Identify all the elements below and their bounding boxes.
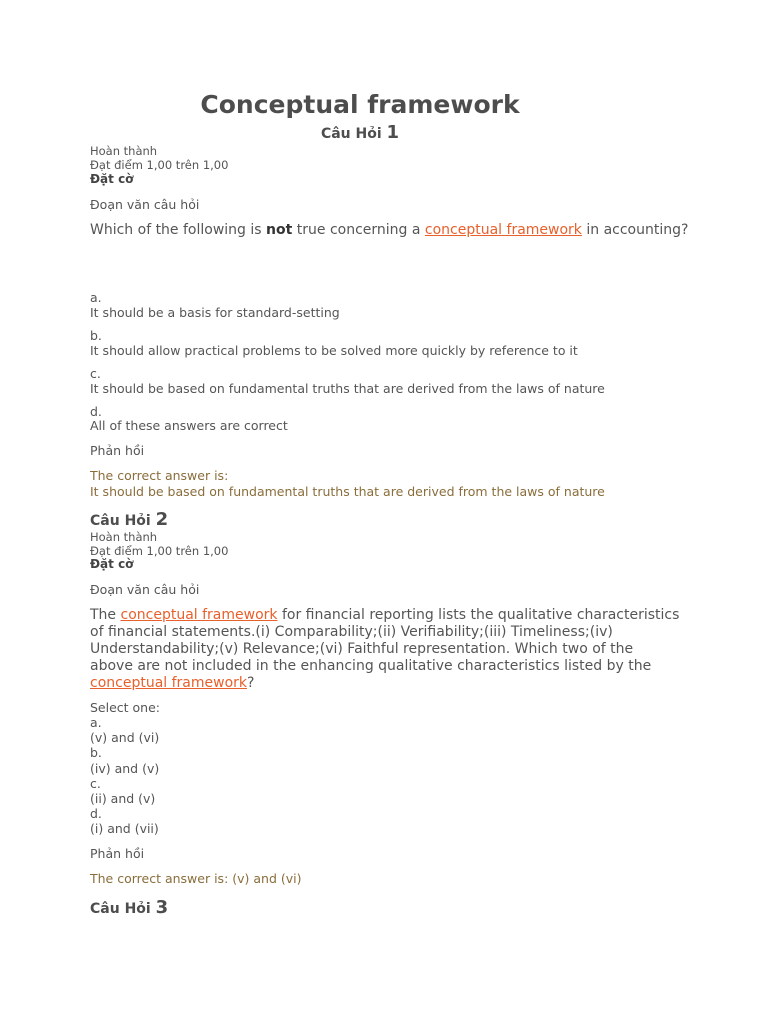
question-1-score: Đạt điểm 1,00 trên 1,00 [90, 158, 229, 172]
question-2-correct-answer: The correct answer is: (v) and (vi) [90, 871, 302, 886]
question-1-correct-label: The correct answer is: [90, 468, 229, 483]
question-text-part: for financial reporting lists the qualitative characteristics of financial statements.(i) Comparability;(ii) Verifiability;(iii) Timeliness;(iv) Understandability;(v) Relevance;(vi) Faithful representation. Which two of the above are not included in the enhancing qualitative characteristics listed by the [90, 607, 680, 674]
question-text-part: ? [247, 675, 255, 691]
question-2-feedback-label: Phản hồi [90, 846, 145, 861]
question-number: 1 [386, 122, 400, 143]
glossary-link[interactable]: conceptual framework [424, 222, 582, 238]
option-text[interactable]: (iv) and (v) [90, 761, 160, 776]
select-one-label: Select one: [90, 700, 161, 715]
option-letter: a. [90, 290, 102, 305]
question-text-part: Which of the following is [90, 222, 267, 238]
question-2-header [90, 509, 168, 530]
page-title: Conceptual framework [200, 90, 520, 119]
question-text-part: true concerning a [292, 222, 425, 238]
question-label: Câu Hỏi [90, 901, 151, 917]
question-2-text [90, 607, 680, 692]
question-1-status: Hoàn thành [90, 144, 158, 158]
question-1-correct-answer: It should be based on fundamental truths that are derived from the laws of nature [90, 484, 605, 499]
option-letter: b. [90, 745, 102, 760]
option-text[interactable]: It should allow practical problems to be solved more quickly by reference to it [90, 343, 578, 358]
question-1-header [0, 122, 720, 143]
glossary-link[interactable]: conceptual framework [90, 675, 248, 691]
glossary-link[interactable]: conceptual framework [120, 607, 278, 623]
question-2-score: Đạt điểm 1,00 trên 1,00 [90, 544, 229, 558]
option-text[interactable]: It should be based on fundamental truths that are derived from the laws of nature [90, 381, 605, 396]
question-2-status: Hoàn thành [90, 530, 158, 544]
question-3-header [90, 897, 168, 918]
question-text-part: The [90, 607, 121, 623]
option-text[interactable]: It should be a basis for standard-setting [90, 305, 340, 320]
option-letter: c. [90, 366, 101, 381]
question-1-text-label: Đoạn văn câu hỏi [90, 197, 200, 212]
question-1-feedback-label: Phản hồi [90, 443, 145, 458]
question-2-text-label: Đoạn văn câu hỏi [90, 582, 200, 597]
question-2-flag-link[interactable]: Đặt cờ [90, 557, 134, 571]
question-label: Câu Hỏi [90, 513, 151, 529]
option-letter: d. [90, 806, 102, 821]
option-text[interactable]: (i) and (vii) [90, 821, 159, 836]
option-letter: d. [90, 404, 102, 419]
question-number: 2 [155, 509, 169, 530]
question-text-part: in accounting? [581, 222, 689, 238]
question-1-flag-link[interactable]: Đặt cờ [90, 172, 134, 186]
option-text[interactable]: (ii) and (v) [90, 791, 156, 806]
question-label: Câu Hỏi [320, 126, 382, 142]
option-text[interactable]: (v) and (vi) [90, 730, 160, 745]
question-1-text [90, 222, 690, 239]
option-letter: b. [90, 328, 102, 343]
option-letter: c. [90, 776, 101, 791]
question-number: 3 [155, 897, 169, 918]
question-text-emphasis: not [266, 222, 293, 238]
option-text[interactable]: All of these answers are correct [90, 418, 288, 433]
option-letter: a. [90, 715, 102, 730]
